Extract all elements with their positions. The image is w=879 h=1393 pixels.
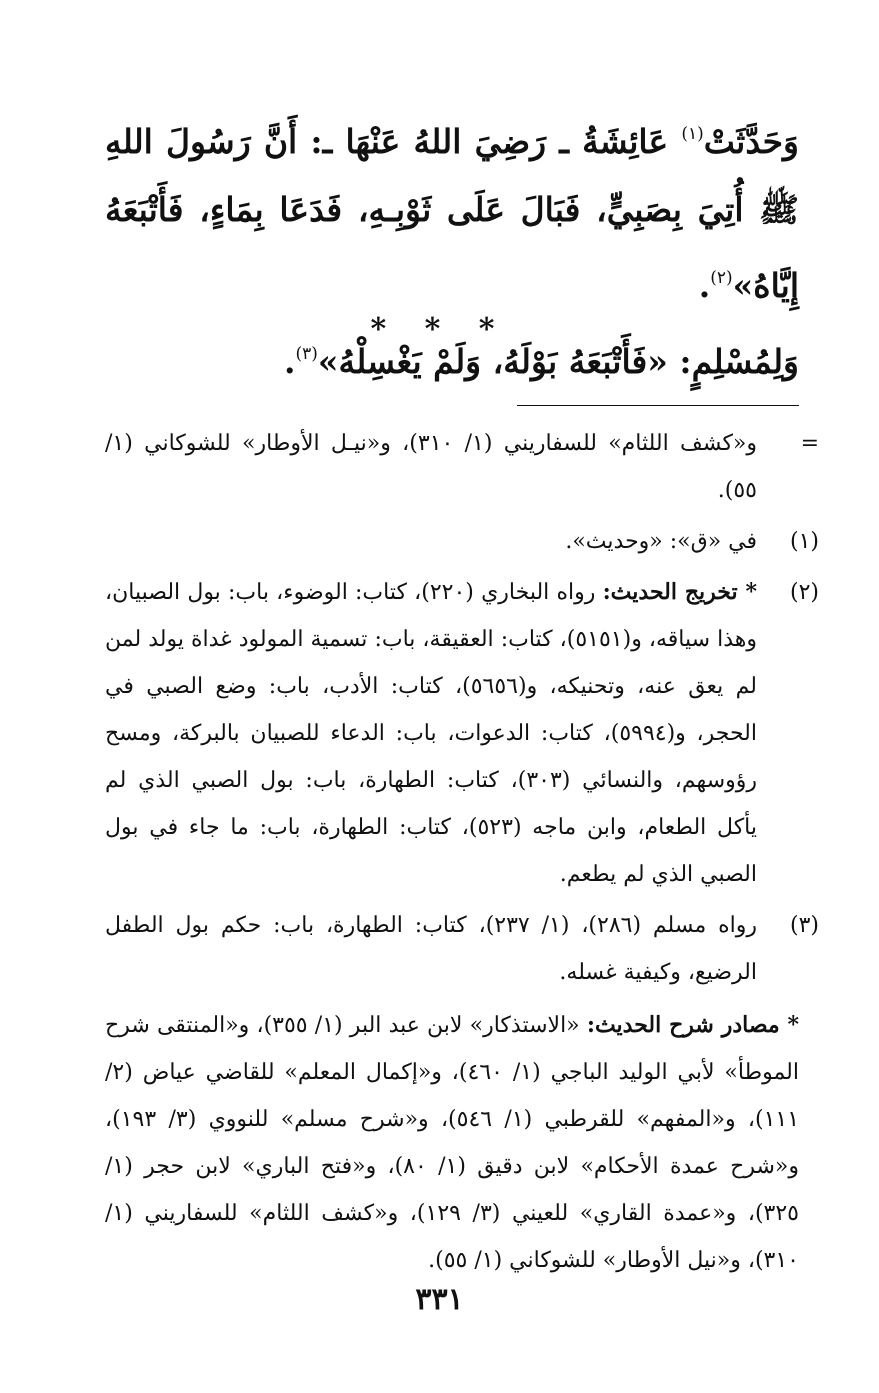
sources-text: «الاستذكار» لابن عبد البر (١/ ٣٥٥)، و«المنتقى شرح الموطأ» لأبي الوليد الباجي (١/ ٤٦٠)، و«إكمال المعلم» للقاضي عياض (٢/ ١١١)، و«المفهم» للقرطبي (١/ ٥٤٦)، و«شرح مسلم» للنووي (٣/ ١٩٣)، و«شرح عمدة الأحكام» لابن دقيق (١/ ٨٠)، و«فتح الباري» لابن حجر (١/ ٣٢٥)، و«عمدة القاري» للعيني (٣/ ١٢٩)، و«كشف اللثام» للسفاريني (١/ ٣١٠)، و«نيل الأوطار» للشوكاني (١/ ٥٥). bbox=[105, 1013, 800, 1273]
muslim-period: . bbox=[283, 342, 296, 381]
hadith-text bbox=[105, 100, 799, 396]
footnote-divider bbox=[517, 405, 799, 406]
page-number: ٣٣١ bbox=[415, 1282, 464, 1317]
hadith-body: عَائِشَةُ ـ رَضِيَ اللهُ عَنْهَا ـ: أَنَّ رَسُولَ اللهِ ﷺ أُتِيَ بِصَبِيٍّ، فَبَالَ عَلَى ثَوْبِـهِ، فَدَعَا بِمَاءٍ، فَأَتْبَعَهُ إِيَّاهُ» bbox=[105, 122, 799, 305]
commentary-sources bbox=[105, 1002, 799, 1284]
footnote-ref-3[interactable]: (٣) bbox=[295, 344, 318, 364]
hadith-period: . bbox=[698, 266, 711, 305]
sources-label: * مصادر شرح الحديث: bbox=[586, 1012, 800, 1038]
continuation-marker: = bbox=[800, 431, 819, 456]
footnote-3 bbox=[105, 902, 819, 996]
footnote-ref-1[interactable]: (١) bbox=[681, 124, 704, 144]
footnote-2-text: رواه البخاري (٢٢٠)، كتاب: الوضوء، باب: بول الصبيان، وهذا سياقه، و(٥١٥١)، كتاب: العقيقة، باب: تسمية المولود غداة يولد لمن لم يعق عنه، وتحنيكه، و(٥٦٥٦)، كتاب: الأدب، باب: وضع الصبي في الحجر، و(٥٩٩٤)، كتاب: الدعوات، باب: الدعاء للصبيان بالبركة، ومسح رؤوسهم، والنسائي (٣٠٣)، كتاب: الطهارة، باب: بول الصبي الذي لم يأكل الطعام، وابن ماجه (٥٢٣)، كتاب: الطهارة، باب: ما جاء في بول الصبي الذي لم يطعم. bbox=[105, 580, 758, 887]
footnote-2 bbox=[105, 569, 819, 898]
footnote-1-number: (١) bbox=[789, 529, 819, 554]
takhrij-label: * تخريج الحديث: bbox=[602, 579, 757, 605]
footnote-3-text: رواه مسلم (٢٨٦)، (١/ ٢٣٧)، كتاب: الطهارة، باب: حكم بول الطفل الرضيع، وكيفية غسله. bbox=[105, 913, 758, 985]
footnote-2-body bbox=[105, 569, 757, 898]
footnote-ref-2[interactable]: (٢) bbox=[710, 268, 733, 288]
footnote-2-number: (٢) bbox=[789, 580, 819, 605]
footnotes bbox=[105, 420, 819, 1284]
continuation-text: و«كشف اللثام» للسفاريني (١/ ٣١٠)، و«نيـل الأوطار» للشوكاني (١/ ٥٥). bbox=[105, 431, 758, 503]
hadith-opening: وَحَدَّثَتْ bbox=[703, 122, 799, 161]
muslim-text: وَلِمُسْلِمٍ: «فَأَتْبَعَهُ بَوْلَهُ، وَلَمْ يَغْسِلْهُ» bbox=[317, 342, 799, 381]
footnote-continuation bbox=[105, 420, 819, 514]
footnote-1 bbox=[105, 518, 819, 565]
hadith-paragraph bbox=[105, 100, 799, 320]
footnote-3-number: (٣) bbox=[789, 913, 819, 938]
footnote-1-text: في «ق»: «وحديث». bbox=[565, 529, 757, 554]
section-separator: * * * bbox=[370, 312, 509, 347]
